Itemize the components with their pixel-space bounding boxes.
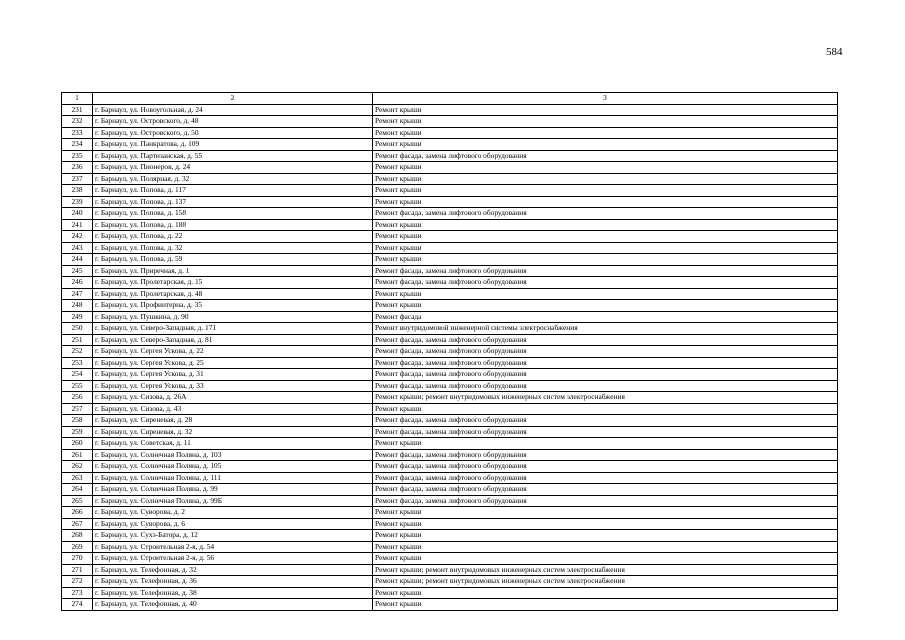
row-address: г. Барнаул, ул. Строительная 2-я, д. 54 [93,541,373,553]
row-address: г. Барнаул, ул. Пионеров, д. 24 [93,162,373,174]
row-address: г. Барнаул, ул. Солнечная Поляна, д. 99 [93,484,373,496]
row-address: г. Барнаул, ул. Северо-Западная, д. 81 [93,334,373,346]
table-row [62,196,838,208]
row-address: г. Барнаул, ул. Суворова, д. 6 [93,518,373,530]
table-row [62,277,838,289]
row-work-type: Ремонт крыши [373,185,838,197]
page-number: 584 [826,46,843,58]
table-row [62,495,838,507]
row-work-type: Ремонт фасада, замена лифтового оборудования [373,208,838,220]
header-col-work: 3 [373,93,838,105]
row-number: 255 [62,380,93,392]
table-row [62,265,838,277]
row-work-type: Ремонт крыши [373,231,838,243]
row-address: г. Барнаул, ул. Новоугольная, д. 24 [93,104,373,116]
row-address: г. Барнаул, ул. Суворова, д. 2 [93,507,373,519]
row-address: г. Барнаул, ул. Попова, д. 158 [93,208,373,220]
row-number: 237 [62,173,93,185]
row-number: 233 [62,127,93,139]
row-work-type: Ремонт крыши [373,599,838,611]
row-address: г. Барнаул, ул. Сиреневая, д. 28 [93,415,373,427]
table-row [62,311,838,323]
row-number: 250 [62,323,93,335]
table-row [62,472,838,484]
header-col-number: 1 [62,93,93,105]
row-work-type: Ремонт крыши [373,116,838,128]
row-number: 272 [62,576,93,588]
row-work-type: Ремонт крыши [373,173,838,185]
table-row [62,518,838,530]
row-number: 266 [62,507,93,519]
table-row [62,461,838,473]
table-row [62,162,838,174]
row-work-type: Ремонт фасада, замена лифтового оборудования [373,472,838,484]
row-address: г. Барнаул, ул. Советская, д. 11 [93,438,373,450]
table-row [62,541,838,553]
row-address: г. Барнаул, ул. Телефонная, д. 38 [93,587,373,599]
row-address: г. Барнаул, ул. Профинтерна, д. 35 [93,300,373,312]
table-row [62,415,838,427]
row-address: г. Барнаул, ул. Сиреневая, д. 32 [93,426,373,438]
row-number: 269 [62,541,93,553]
table-row [62,300,838,312]
row-work-type: Ремонт крыши; ремонт внутридомовых инженерных систем электроснабжения [373,392,838,404]
table-body [62,93,838,611]
row-address: г. Барнаул, ул. Партизанская, д. 55 [93,150,373,162]
row-address: г. Барнаул, ул. Солнечная Поляна, д. 103 [93,449,373,461]
row-work-type: Ремонт фасада, замена лифтового оборудования [373,277,838,289]
row-number: 247 [62,288,93,300]
row-address: г. Барнаул, ул. Сергея Ускова, д. 31 [93,369,373,381]
row-work-type: Ремонт крыши [373,242,838,254]
row-number: 271 [62,564,93,576]
table-row [62,576,838,588]
row-address: г. Барнаул, ул. Островского, д. 48 [93,116,373,128]
table-row [62,323,838,335]
row-number: 273 [62,587,93,599]
row-work-type: Ремонт фасада, замена лифтового оборудования [373,369,838,381]
row-number: 240 [62,208,93,220]
row-address: г. Барнаул, ул. Пролетарская, д. 15 [93,277,373,289]
row-number: 242 [62,231,93,243]
row-number: 251 [62,334,93,346]
row-number: 258 [62,415,93,427]
table-row [62,254,838,266]
table-row [62,530,838,542]
table-row [62,150,838,162]
row-number: 274 [62,599,93,611]
table-row [62,484,838,496]
row-work-type: Ремонт крыши [373,553,838,565]
table-row [62,346,838,358]
row-address: г. Барнаул, ул. Попова, д. 22 [93,231,373,243]
row-number: 239 [62,196,93,208]
row-work-type: Ремонт крыши [373,104,838,116]
row-address: г. Барнаул, ул. Северо-Западная, д. 171 [93,323,373,335]
row-work-type: Ремонт крыши [373,162,838,174]
row-address: г. Барнаул, ул. Пушкина, д. 90 [93,311,373,323]
row-work-type: Ремонт фасада, замена лифтового оборудования [373,380,838,392]
row-number: 265 [62,495,93,507]
row-address: г. Барнаул, ул. Попова, д. 117 [93,185,373,197]
row-address: г. Барнаул, ул. Сергея Ускова, д. 25 [93,357,373,369]
table-row [62,587,838,599]
row-address: г. Барнаул, ул. Попова, д. 137 [93,196,373,208]
row-work-type: Ремонт фасада, замена лифтового оборудования [373,265,838,277]
row-work-type: Ремонт крыши; ремонт внутридомовых инженерных систем электроснабжения [373,564,838,576]
row-address: г. Барнаул, ул. Сухэ-Батора, д. 12 [93,530,373,542]
table-row [62,231,838,243]
table-row [62,208,838,220]
row-address: г. Барнаул, ул. Телефонная, д. 32 [93,564,373,576]
table-row [62,553,838,565]
table-row [62,392,838,404]
row-number: 261 [62,449,93,461]
table-row [62,564,838,576]
row-number: 256 [62,392,93,404]
row-number: 264 [62,484,93,496]
table-row [62,104,838,116]
table-row [62,185,838,197]
row-number: 267 [62,518,93,530]
row-work-type: Ремонт крыши [373,300,838,312]
row-number: 234 [62,139,93,151]
row-number: 245 [62,265,93,277]
row-work-type: Ремонт фасада, замена лифтового оборудования [373,346,838,358]
row-address: г. Барнаул, ул. Попова, д. 188 [93,219,373,231]
row-work-type: Ремонт крыши [373,587,838,599]
row-number: 235 [62,150,93,162]
row-address: г. Барнаул, ул. Солнечная Поляна, д. 105 [93,461,373,473]
row-address: г. Барнаул, ул. Сергея Ускова, д. 33 [93,380,373,392]
table-row [62,507,838,519]
row-number: 236 [62,162,93,174]
table-row [62,242,838,254]
row-work-type: Ремонт фасада, замена лифтового оборудования [373,357,838,369]
row-number: 249 [62,311,93,323]
table-row [62,380,838,392]
row-number: 246 [62,277,93,289]
table-row [62,449,838,461]
row-work-type: Ремонт крыши [373,518,838,530]
row-number: 262 [62,461,93,473]
row-work-type: Ремонт крыши; ремонт внутридомовых инженерных систем электроснабжения [373,576,838,588]
row-address: г. Барнаул, ул. Островского, д. 50 [93,127,373,139]
row-address: г. Барнаул, ул. Телефонная, д. 36 [93,576,373,588]
row-number: 257 [62,403,93,415]
row-address: г. Барнаул, ул. Панкратова, д. 109 [93,139,373,151]
table-row [62,369,838,381]
table-row [62,116,838,128]
row-number: 241 [62,219,93,231]
row-work-type: Ремонт фасада, замена лифтового оборудования [373,426,838,438]
row-work-type: Ремонт фасада, замена лифтового оборудования [373,449,838,461]
row-work-type: Ремонт крыши [373,507,838,519]
table-row [62,403,838,415]
row-work-type: Ремонт фасада, замена лифтового оборудования [373,150,838,162]
row-address: г. Барнаул, ул. Солнечная Поляна, д. 99Б [93,495,373,507]
row-work-type: Ремонт крыши [373,254,838,266]
row-work-type: Ремонт крыши [373,139,838,151]
table-row [62,139,838,151]
row-number: 253 [62,357,93,369]
row-number: 252 [62,346,93,358]
row-work-type: Ремонт фасада, замена лифтового оборудования [373,334,838,346]
row-work-type: Ремонт внутридомовой инженерной системы электроснабжения [373,323,838,335]
row-number: 238 [62,185,93,197]
row-number: 248 [62,300,93,312]
row-number: 263 [62,472,93,484]
row-number: 231 [62,104,93,116]
row-work-type: Ремонт крыши [373,530,838,542]
row-address: г. Барнаул, ул. Сергея Ускова, д. 22 [93,346,373,358]
row-address: г. Барнаул, ул. Попова, д. 32 [93,242,373,254]
row-address: г. Барнаул, ул. Строительная 2-я, д. 56 [93,553,373,565]
table-row [62,288,838,300]
row-address: г. Барнаул, ул. Телефонная, д. 40 [93,599,373,611]
table-row [62,127,838,139]
row-address: г. Барнаул, ул. Приречная, д. 1 [93,265,373,277]
table-header-row [62,93,838,105]
row-work-type: Ремонт крыши [373,196,838,208]
table-row [62,173,838,185]
table-row [62,334,838,346]
row-work-type: Ремонт крыши [373,219,838,231]
row-address: г. Барнаул, ул. Попова, д. 59 [93,254,373,266]
row-work-type: Ремонт фасада, замена лифтового оборудования [373,484,838,496]
row-work-type: Ремонт крыши [373,438,838,450]
row-work-type: Ремонт фасада, замена лифтового оборудования [373,495,838,507]
table-row [62,438,838,450]
row-work-type: Ремонт фасада [373,311,838,323]
row-work-type: Ремонт крыши [373,541,838,553]
row-number: 270 [62,553,93,565]
row-address: г. Барнаул, ул. Сизова, д. 43 [93,403,373,415]
row-work-type: Ремонт крыши [373,288,838,300]
table-row [62,357,838,369]
row-address: г. Барнаул, ул. Солнечная Поляна, д. 111 [93,472,373,484]
row-address: г. Барнаул, ул. Сизова, д. 26А [93,392,373,404]
row-number: 259 [62,426,93,438]
row-number: 232 [62,116,93,128]
row-number: 268 [62,530,93,542]
header-col-address: 2 [93,93,373,105]
row-work-type: Ремонт фасада, замена лифтового оборудования [373,461,838,473]
table-row [62,426,838,438]
table-row [62,599,838,611]
repair-table [61,92,838,611]
row-address: г. Барнаул, ул. Пролетарская, д. 48 [93,288,373,300]
row-work-type: Ремонт крыши [373,403,838,415]
row-number: 254 [62,369,93,381]
row-address: г. Барнаул, ул. Полярная, д. 32 [93,173,373,185]
row-work-type: Ремонт крыши [373,127,838,139]
row-number: 243 [62,242,93,254]
row-number: 244 [62,254,93,266]
row-work-type: Ремонт фасада, замена лифтового оборудования [373,415,838,427]
table-row [62,219,838,231]
row-number: 260 [62,438,93,450]
